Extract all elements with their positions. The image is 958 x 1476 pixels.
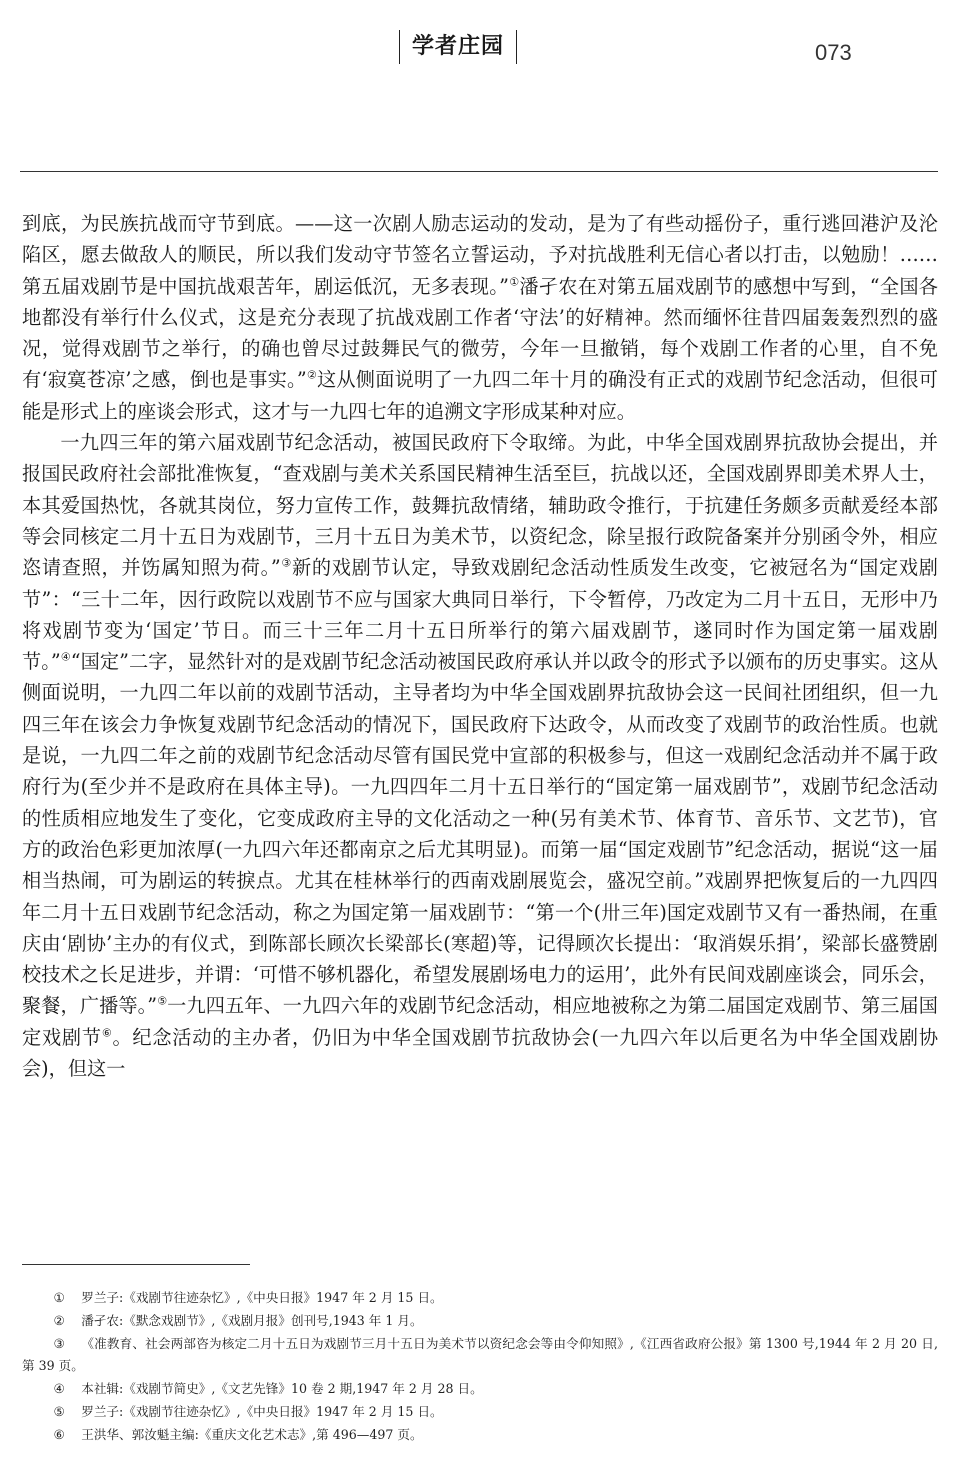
body-text-segment: 到底，为民族抗战而守节到底。——这一次剧人励志运动的发动，是为了有些动摇份子，重行逃回港沪及沦陷区，愿去做敌人的顺民，所以我们发动守节签名立誓运动，予对抗战胜利无信心者以打击，以勉励！……第五届戏剧节是中国抗战艰苦年，剧运低沉，无多表现。”: [22, 212, 938, 298]
journal-title: 学者庄园: [399, 30, 517, 64]
footnote-text: 本社辑:《戏剧节简史》,《文艺先锋》10 卷 2 期,1947 年 2 月 28 日。: [81, 1381, 483, 1397]
footnote-text: 《准教育、社会两部咨为核定二月十五日为戏剧节三月十五日为美术节以资纪念会等由令仰知照》,《江西省政府公报》第 1300 号,1944 年 2 月 20 日,第 39 页。: [22, 1335, 938, 1374]
body-text-segment: 一九四五年、一九四六年的戏剧节纪念活动，相应地被称之为第二届国定戏剧节、第三届国定戏剧节: [22, 994, 938, 1049]
footnote-divider: [22, 1264, 250, 1265]
footnote-text: 王洪华、郭汝魁主编:《重庆文化艺术志》,第 496—497 页。: [81, 1426, 423, 1442]
footnote-mark: ⑤: [53, 1403, 65, 1419]
page-number: 073: [815, 40, 852, 65]
footnote-5: [22, 1401, 938, 1424]
body-text-segment: 新的戏剧节认定，导致戏剧纪念活动性质发生改变，它被冠名为“国定戏剧节”：“三十二年，因行政院以戏剧节不应与国家大典同日举行，下令暂停，乃改定为二月十五日，无形中乃将戏剧节变为‘国定’节日。而三十三年二月十五日所举行的第六届戏剧节，遂同时作为国定第一届戏剧节。”: [22, 556, 938, 674]
footnote-1: [22, 1287, 938, 1310]
footnote-ref-3[interactable]: ③: [280, 556, 292, 570]
article-body: [22, 208, 938, 1084]
footnote-mark: ③: [53, 1335, 65, 1351]
body-paragraph-1: [22, 208, 938, 427]
footnote-2: [22, 1310, 938, 1333]
footnote-ref-6[interactable]: ⑥: [101, 1026, 113, 1040]
header-divider: [20, 171, 938, 172]
footnote-text: 罗兰子:《戏剧节往迹杂忆》,《中央日报》1947 年 2 月 15 日。: [81, 1290, 443, 1305]
footnote-3: [22, 1333, 938, 1379]
footnote-mark: ⑥: [53, 1426, 65, 1442]
body-text-segment: “国定”二字，显然针对的是戏剧节纪念活动被国民政府承认并以政令的形式予以颁布的历史事实。这从侧面说明，一九四二年以前的戏剧节活动，主导者均为中华全国戏剧界抗敌协会这一民间社团组织，但一九四三年在该会力争恢复戏剧节纪念活动的情况下，国民政府下达政令，从而改变了戏剧节的政治性质。也就是说，一九四二年之前的戏剧节纪念活动尽管有国民党中宣部的积极参与，但这一戏剧纪念活动并不属于政府行为(至少并不是政府在具体主导)。一九四四年二月十五日举行的“国定第一届戏剧节”，戏剧节纪念活动的性质相应地发生了变化，它变成政府主导的文化活动之一种(另有美术节、体育节、音乐节、文艺节)，官方的政治色彩更加浓厚(一九四六年还都南京之后尤其明显)。而第一届“国定戏剧节”纪念活动，据说“这一届相当热闹，可为剧运的转捩点。尤其在桂林举行的西南戏剧展览会，盛况空前。”戏剧界把恢复后的一九四四年二月十五日戏剧节纪念活动，称之为国定第一届戏剧节：“第一个(卅三年)国定戏剧节又有一番热闹，在重庆由‘剧协’主办的有仪式，到陈部长顾次长梁部长(寒超)等，记得顾次长提出：‘取消娱乐捐’，梁部长盛赞剧校技术之长足进步，并谓：‘可惜不够机器化，希望发展剧场电力的运用’，此外有民间戏剧座谈会，同乐会，聚餐，广播等。”: [22, 650, 938, 1018]
footnote-mark: ④: [53, 1381, 65, 1397]
footnote-ref-4[interactable]: ④: [60, 650, 71, 664]
footnote-text: 潘孑农:《默念戏剧节》,《戏剧月报》创刊号,1943 年 1 月。: [81, 1312, 423, 1328]
body-text-segment: 一九四三年的第六届戏剧节纪念活动，被国民政府下令取缔。为此，中华全国戏剧界抗敌协会提出，并报国民政府社会部批准恢复，“查戏剧与美术关系国民精神生活至巨，抗战以还，全国戏剧界即美术界人士，本其爱国热忱，各就其岗位，努力宣传工作，鼓舞抗敌情绪，辅助政令推行，于抗建任务颇多贡献爰经本部等会同核定二月十五日为戏剧节，三月十五日为美术节，以资纪念，除呈报行政院备案并分别函令外，相应恣请查照，并饬属知照为荷。”: [22, 431, 938, 580]
body-text-segment: 潘孑农在对第五届戏剧节的感想中写到，“全国各地都没有举行什么仪式，这是充分表现了抗战戏剧工作者‘守法’的好精神。然而缅怀往昔四届轰轰烈烈的盛况，觉得戏剧节之举行，的确也曾尽过鼓舞民气的微劳，今年一旦撤销，每个戏剧工作者的心里，自不免有‘寂寞苍凉’之感，倒也是事实。”: [22, 274, 938, 392]
footnote-ref-5[interactable]: ⑤: [157, 995, 168, 1009]
footnote-mark: ②: [53, 1312, 65, 1328]
body-text-segment: 。纪念活动的主办者，仍旧为中华全国戏剧节抗敌协会(一九四六年以后更名为中华全国戏剧协会)，但这一: [22, 1025, 939, 1081]
footnote-6: [22, 1424, 938, 1447]
body-text-segment: 这从侧面说明了一九四二年十月的确没有正式的戏剧节纪念活动，但很可能是形式上的座谈会形式，这才与一九四七年的追溯文字形成某种对应。: [22, 368, 938, 423]
footnote-4: [22, 1378, 938, 1401]
footnote-mark: ①: [53, 1290, 65, 1305]
body-paragraph-2: [22, 427, 938, 1084]
footnote-text: 罗兰子:《戏剧节往迹杂忆》,《中央日报》1947 年 2 月 15 日。: [81, 1403, 443, 1419]
footnotes: [22, 1287, 938, 1447]
footnote-ref-1[interactable]: ①: [508, 275, 520, 289]
footnote-ref-2[interactable]: ②: [306, 369, 317, 383]
